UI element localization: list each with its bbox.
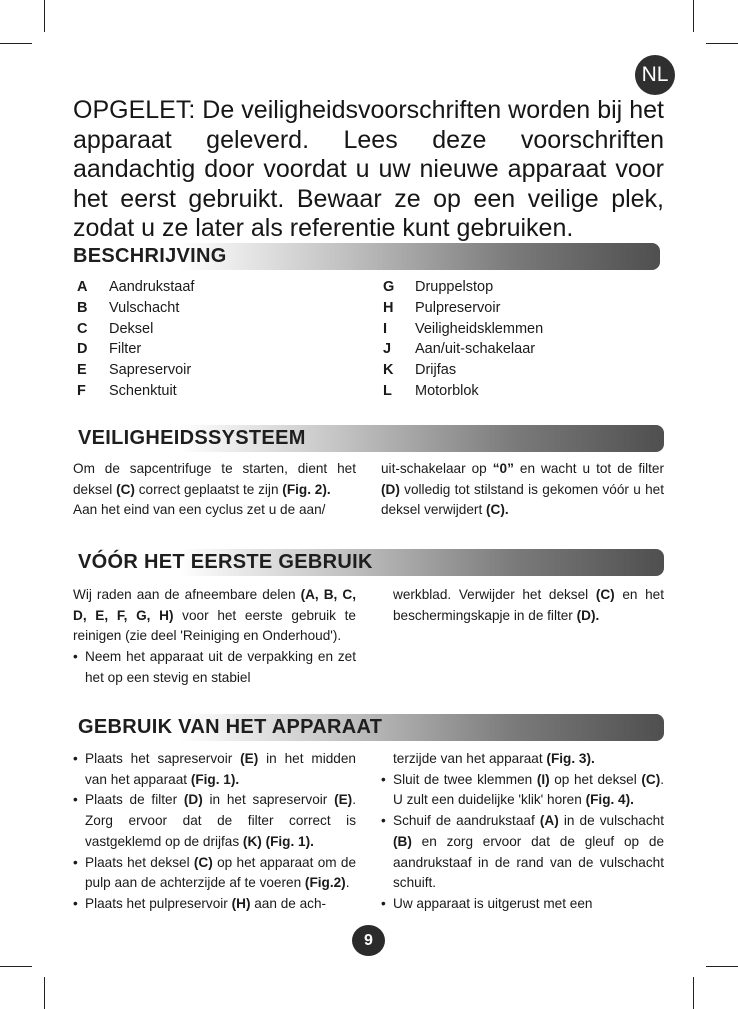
text-run: aan de ach- <box>250 895 327 911</box>
bold-ref: “0” <box>492 461 514 476</box>
list-item <box>73 894 356 915</box>
text-run: Wij raden aan de afneembare delen <box>73 587 301 602</box>
bold-ref: (E) <box>334 792 353 808</box>
bold-ref: (C) <box>641 771 661 787</box>
crop-mark <box>44 977 45 1009</box>
intro-warning: OPGELET: De veiligheidsvoorschriften worden bij het apparaat geleverd. Lees deze voorschriften aandachtig door voordat u uw nieuwe apparaat voor het eerst gebruikt. Bewaar ze op een veilige plek, zodat u ze later als referentie kunt gebruiken. <box>73 96 664 242</box>
part-label: Aan/uit-schakelaar <box>415 341 536 357</box>
bold-ref: (I) <box>536 771 550 787</box>
section-title: GEBRUIK VAN HET APPARAAT <box>78 716 383 738</box>
crop-mark <box>0 43 32 44</box>
part-item <box>73 321 153 337</box>
part-label: Veiligheidsklemmen <box>415 321 544 337</box>
bold-ref: (A) <box>539 813 559 829</box>
text-run: . U zult een duidelijke 'klik' horen <box>393 771 665 808</box>
text-run: in het sapreservoir <box>202 792 335 808</box>
paragraph <box>73 459 356 500</box>
part-letter: L <box>383 383 392 399</box>
part-letter: G <box>383 279 395 295</box>
section-header-eerste-gebruik <box>73 549 664 576</box>
part-letter: B <box>77 300 88 316</box>
bold-ref: (C) <box>595 587 615 602</box>
paragraph-continuation <box>381 749 664 770</box>
gebruik-left-column <box>73 749 356 915</box>
part-label: Drijfas <box>415 362 457 378</box>
text-run: en wacht u tot de filter <box>513 461 664 476</box>
bold-ref: (C) <box>193 854 213 870</box>
bold-ref: (C). <box>486 502 509 518</box>
bold-ref: (D). <box>576 607 600 623</box>
bold-ref: (K) (Fig. 1). <box>242 833 314 849</box>
part-item <box>379 300 500 316</box>
eerste-right-column <box>393 585 664 626</box>
part-label: Filter <box>109 341 142 357</box>
bold-ref: (A, B, C, D, E, F, G, H) <box>73 587 356 623</box>
part-letter: F <box>77 383 86 399</box>
language-badge: NL <box>635 55 675 95</box>
text-run: en zorg ervoor dat de gleuf op de aandrukstaaf in de rand van de vulschacht schuift. <box>393 833 664 891</box>
list-item: • Neem het apparaat uit de verpakking en zet het op een stevig en stabiel <box>73 647 356 688</box>
part-letter: J <box>383 341 392 357</box>
part-letter: H <box>383 300 394 316</box>
paragraph <box>393 585 664 626</box>
section-header-beschrijving <box>73 243 660 270</box>
bullet-list <box>73 647 356 688</box>
text-run: in de vulschacht <box>558 813 664 829</box>
part-letter: C <box>77 321 88 337</box>
crop-mark <box>693 977 694 1009</box>
list-item <box>73 749 356 790</box>
section-title: VÓÓR HET EERSTE GEBRUIK <box>78 551 373 573</box>
section-title: BESCHRIJVING <box>73 245 227 267</box>
part-label: Aandrukstaaf <box>109 279 195 295</box>
part-item <box>73 383 177 399</box>
text-run: en het beschermingskapje in de filter <box>393 587 664 623</box>
bold-ref: (Fig.2) <box>304 875 346 891</box>
text-run: . <box>345 875 350 891</box>
text-run: . Zorg ervoor dat de filter correct is vastgeklemd op de drijfas <box>85 792 356 849</box>
bold-ref: (Fig. 3). <box>546 751 595 766</box>
text-run: uit-schakelaar op <box>381 461 493 476</box>
bold-ref: (Fig. 4). <box>585 792 634 808</box>
part-label: Schenktuit <box>109 383 177 399</box>
crop-mark <box>0 966 32 967</box>
part-item <box>73 341 141 357</box>
text-run: Plaats het sapreservoir <box>85 751 241 766</box>
text-run: werkblad. Verwijder het deksel <box>393 587 596 602</box>
part-item <box>73 279 194 295</box>
part-item <box>379 341 535 357</box>
text-run: volledig tot stilstand is gekomen vóór u het deksel verwijdert <box>381 481 664 518</box>
part-label: Motorblok <box>415 383 479 399</box>
part-item <box>73 362 191 378</box>
part-label: Pulpreservoir <box>415 300 501 316</box>
text-run: terzijde van het apparaat <box>393 751 547 766</box>
part-label: Druppelstop <box>415 279 494 295</box>
list-item <box>73 853 356 894</box>
part-letter: D <box>77 341 88 357</box>
bold-ref: (D) <box>183 792 203 808</box>
crop-mark <box>706 966 738 967</box>
paragraph <box>73 585 356 647</box>
section-title: VEILIGHEIDSSYSTEEM <box>78 427 306 449</box>
part-letter: K <box>383 362 394 378</box>
text-run: voor het eerste gebruik te reinigen (zie deel 'Reiniging en Onderhoud'). <box>73 607 356 644</box>
paragraph <box>381 459 664 521</box>
text-run: Plaats de filter <box>85 792 184 808</box>
part-letter: A <box>77 279 88 295</box>
text-run: Schuif de aandrukstaaf <box>393 813 540 829</box>
section-header-gebruik <box>73 714 664 741</box>
text-run: Om de sapcentrifuge te starten, dient het deksel <box>73 461 356 497</box>
page-number: 9 <box>352 925 385 956</box>
text-run: Plaats het deksel <box>85 854 194 870</box>
part-label: Vulschacht <box>109 300 180 316</box>
part-item <box>73 300 179 316</box>
part-item <box>379 321 543 337</box>
part-label: Sapreservoir <box>109 362 192 378</box>
paragraph: Aan het eind van een cyclus zet u de aan/ <box>73 502 326 518</box>
bold-ref: (H) <box>231 895 251 911</box>
list-item <box>381 811 664 894</box>
text-run: Plaats het pulpreservoir <box>85 895 232 911</box>
text-run: op het deksel <box>549 771 642 787</box>
gebruik-right-column <box>381 749 664 915</box>
text-run: correct geplaatst te zijn <box>134 481 283 497</box>
crop-mark <box>706 43 738 44</box>
bullet-list <box>73 749 356 915</box>
bold-ref: (Fig. 2). <box>282 481 331 497</box>
bullet-list <box>381 770 664 915</box>
section-header-veiligheidssysteem <box>73 425 664 452</box>
bold-ref: (E) <box>240 751 259 766</box>
part-item <box>379 362 456 378</box>
part-label: Deksel <box>109 321 154 337</box>
bold-ref: (C) <box>116 481 135 497</box>
text-run: op het apparaat om de pulp aan de achterzijde af te voeren <box>85 854 356 891</box>
list-item <box>381 770 664 811</box>
text-run: in het midden van het apparaat <box>85 751 356 787</box>
bold-ref: (D) <box>381 481 400 497</box>
veiligheid-left-column <box>73 459 356 521</box>
part-letter: E <box>77 362 87 378</box>
list-item: • Uw apparaat is uitgerust met een <box>381 894 664 915</box>
bold-ref: (B) <box>393 833 412 849</box>
veiligheid-right-column <box>381 459 664 521</box>
crop-mark <box>693 0 694 32</box>
list-item <box>73 790 356 852</box>
text-run: Sluit de twee klemmen <box>393 771 537 787</box>
eerste-left-column <box>73 585 356 689</box>
bold-ref: (Fig. 1). <box>190 771 240 787</box>
part-item <box>379 383 479 399</box>
part-letter: I <box>383 321 388 337</box>
crop-mark <box>44 0 45 32</box>
part-item <box>379 279 493 295</box>
